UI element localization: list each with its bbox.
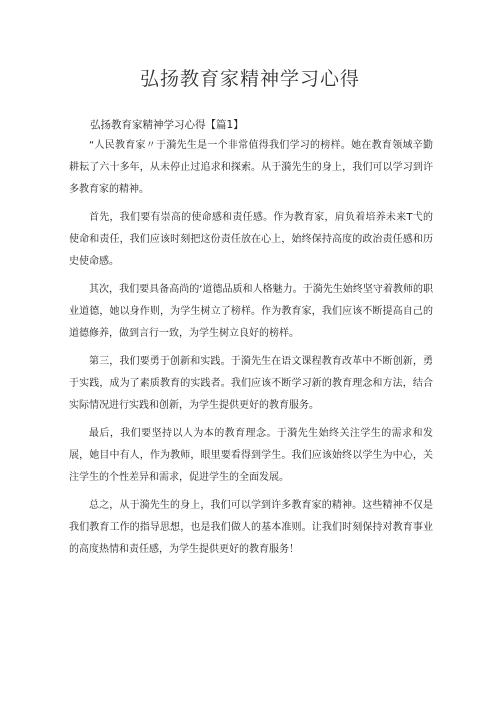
paragraph-6: 总之，从于漪先生的身上，我们可以学到许多教育家的精神。这些精神不仅是我们教育工作的指导思想，也是我们做人的基本准则。让我们时刻保持对教育事业的高度热情和责任感，为学生提供更好的教育服务！ [69,500,433,555]
document-title: 弘扬教育家精神学习心得 [139,68,360,90]
paragraph-5: 最后，我们要坚持以人为本的教育理念。于漪先生始终关注学生的需求和发展，她目中有人，作为教师，眼里要看得到学生。我们应该始终以学生为中心，关注学生的个性差异和需求，促进学生的全面发展。 [69,428,433,483]
paragraph-2: 首先，我们要有崇高的使命感和责任感。作为教育家，肩负着培养未来T弋的使命和责任，我们应该时刻把这份责任放在心上，始终保持高度的政治责任感和历史使命感。 [69,212,433,267]
paragraph-4: 第三，我们要勇于创新和实践。于漪先生在语文课程教育改革中不断创新，勇于实践，成为了素质教育的实践者。我们应该不断学习新的教育理念和方法，结合实际情况进行实践和创新，为学生提供更好的教育服务。 [69,356,433,411]
paragraph-1: “人民教育家〃于漪先生是一个非常值得我们学习的榜样。她在教育领域辛勤耕耘了六十多年，从未停止过追求和探索。从于漪先生的身上，我们可以学习到许多教育家的精神。 [69,140,433,195]
document-body [69,135,433,567]
section-heading: 弘扬教育家精神学习心得【篇1】 [90,119,244,131]
paragraph-3: 其次，我们要具备高尚的‘道德品质和人格魅力。于漪先生始终坚守着教师的职业道德，她以身作则，为学生树立了榜样。作为教育家，我们应该不断提高自己的道德修养，做到言行一致，为学生树立良好的榜样。 [69,284,433,339]
